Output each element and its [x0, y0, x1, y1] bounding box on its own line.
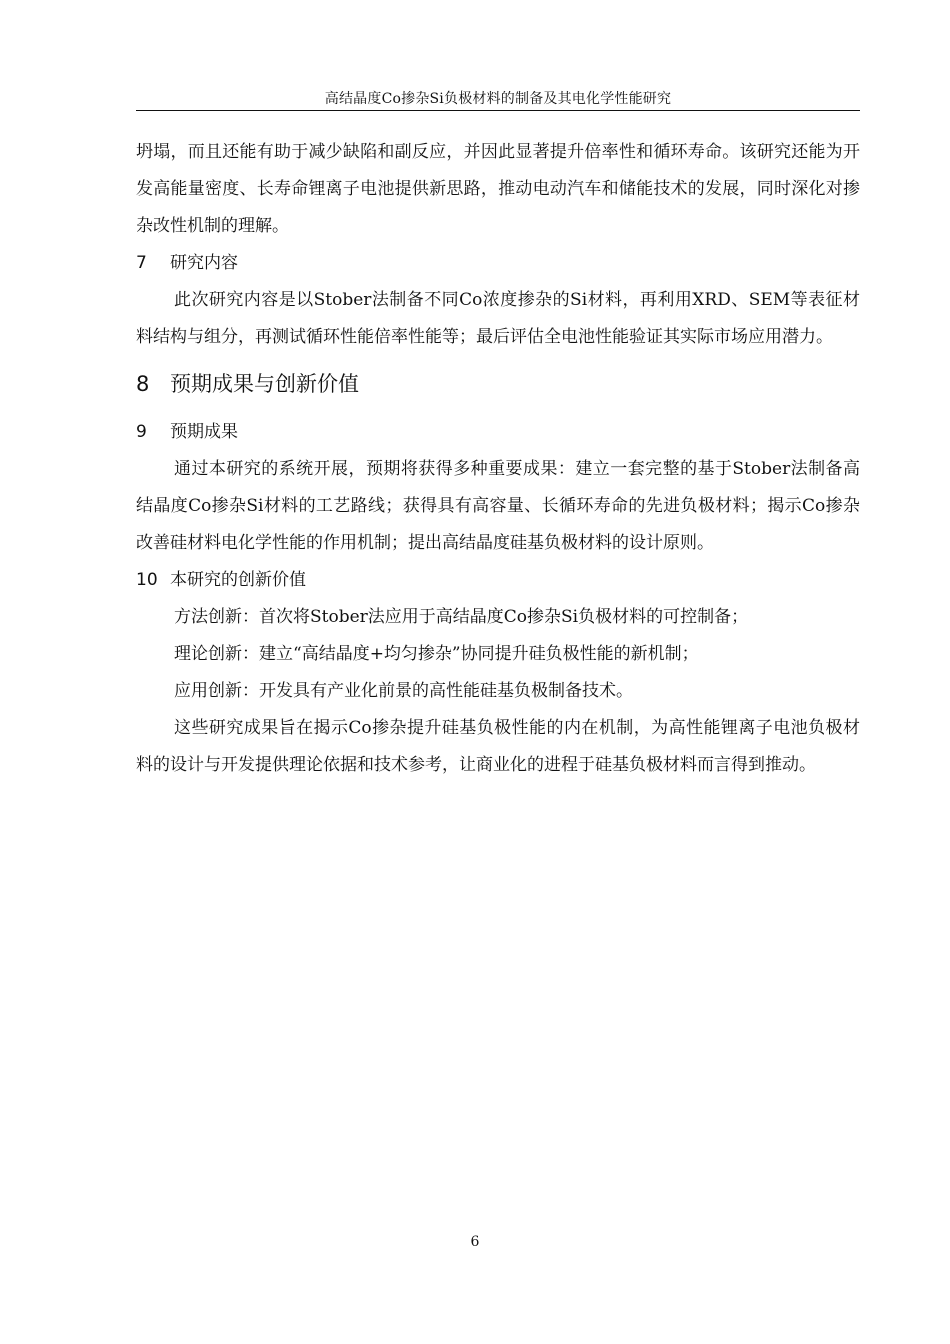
section-number: 8 — [136, 372, 150, 396]
page-number: 6 — [470, 1234, 480, 1250]
page-body — [136, 134, 860, 784]
paragraph-intro-continued: 坍塌，而且还能有助于减少缺陷和副反应，并因此显著提升倍率性和循环寿命。该研究还能为开发高能量密度、长寿命锂离子电池提供新思路，推动电动汽车和储能技术的发展，同时深化对掺杂改性机制的理解。 — [136, 142, 860, 236]
section-number: 10 — [136, 570, 158, 590]
heading-section-8 — [136, 364, 860, 404]
paragraph-summary: 这些研究成果旨在揭示Co掺杂提升硅基负极性能的内在机制，为高性能锂离子电池负极材料的设计与开发提供理论依据和技术参考，让商业化的进程于硅基负极材料而言得到推动。 — [136, 718, 860, 775]
section-number: 7 — [136, 253, 147, 273]
heading-section-7 — [136, 245, 860, 282]
section-title: 预期成果 — [170, 422, 238, 442]
innovation-item-application: 应用创新：开发具有产业化前景的高性能硅基负极制备技术。 — [174, 681, 633, 701]
section-title: 研究内容 — [170, 253, 238, 273]
section-title: 预期成果与创新价值 — [170, 372, 359, 396]
running-header: 高结晶度Co掺杂Si负极材料的制备及其电化学性能研究 — [324, 91, 672, 107]
section-number: 9 — [136, 422, 147, 442]
innovation-item-method: 方法创新：首次将Stober法应用于高结晶度Co掺杂Si负极材料的可控制备； — [174, 607, 749, 627]
heading-section-9 — [136, 414, 860, 451]
paragraph-expected-results: 通过本研究的系统开展，预期将获得多种重要成果：建立一套完整的基于Stober法制备高结晶度Co掺杂Si材料的工艺路线；获得具有高容量、长循环寿命的先进负极材料；揭示Co掺杂改善硅材料电化学性能的作用机制；提出高结晶度硅基负极材料的设计原则。 — [136, 459, 860, 553]
paragraph-research-content: 此次研究内容是以Stober法制备不同Co浓度掺杂的Si材料，再利用XRD、SEM等表征材料结构与组分，再测试循环性能倍率性能等；最后评估全电池性能验证其实际市场应用潜力。 — [136, 290, 860, 347]
header-rule — [136, 110, 860, 111]
innovation-item-theory: 理论创新：建立“高结晶度+均匀掺杂”协同提升硅负极性能的新机制； — [174, 644, 699, 664]
section-title: 本研究的创新价值 — [170, 570, 306, 590]
heading-section-10 — [136, 562, 860, 599]
